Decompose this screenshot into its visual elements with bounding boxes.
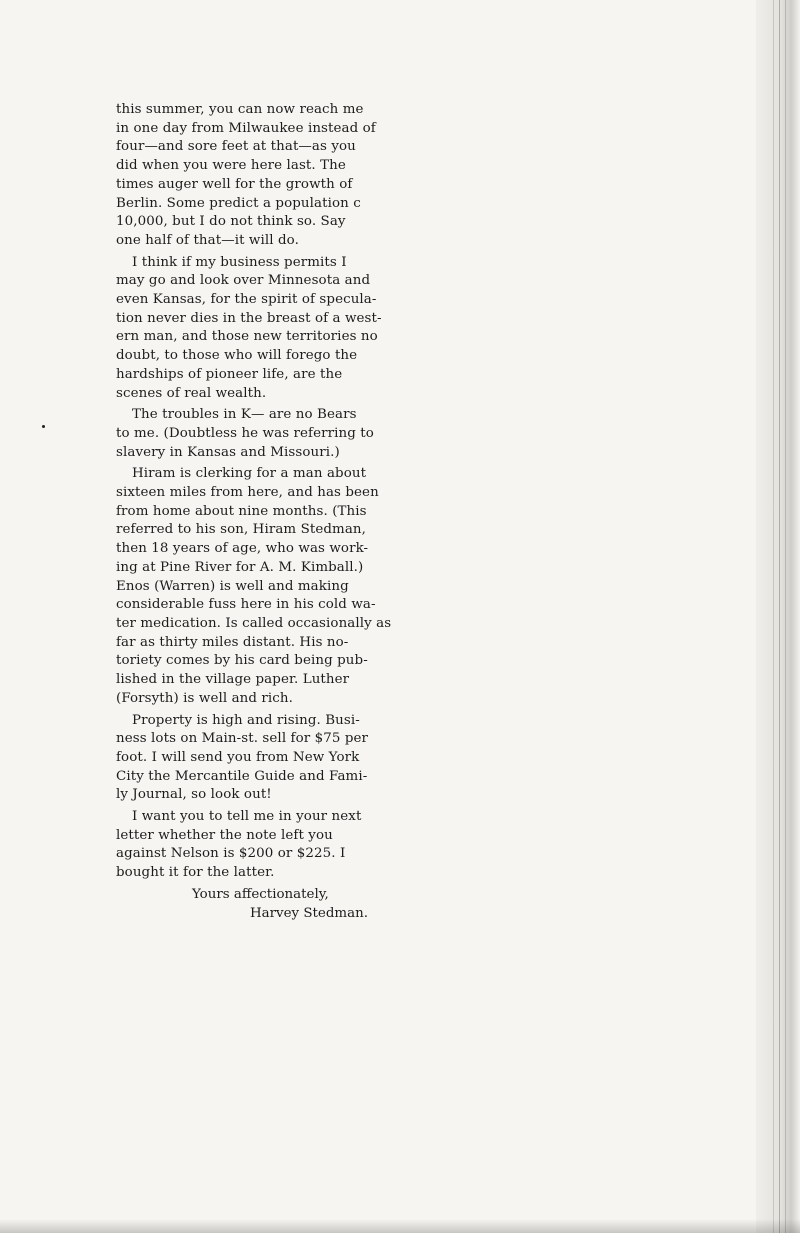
bottom-shadow [0,1219,800,1233]
letter-closing: Yours affectionately, [192,886,329,902]
letter-paragraph-5: Property is high and rising. Busi- ness lots on Main-st. sell for $75 per foot. I will send you from New York City the Mercantile Guide and Fami- ly Journal, so look out! [116,712,369,803]
letter-paragraph-4: Hiram is clerking for a man about sixteen miles from here, and has been from home about nine months. (This referred to his son, Hiram Stedman, then 18 years of age, who was work- ing at Pine River for A. M. Kimball.) Enos (Warren) is well and making considerable fuss here in his cold wa- ter medication. Is called occasionally as far as thirty miles distant. His no- toriety comes by his card being pub- lished in the village paper. Luther (Forsyth) is well and rich. [116,466,392,706]
letter-signature: Harvey Stedman. [250,905,368,921]
edge-line [779,0,780,1233]
letter-paragraph-2: I think if my business permits I may go and look over Minnesota and even Kansas, for the spirit of specula- tion never dies in the breast of a west- ern man, and those new territories no doubt, to those who will forego the hardships of pioneer life, are the scenes of real wealth. [116,254,382,401]
edge-line [785,0,786,1233]
letter-paragraph-6: I want you to tell me in your next letter whether the note left you against Nelson is $200 or $225. I bought it for the latter. [116,809,362,881]
letter-paragraph-3: The troubles in K— are no Bears to me. (Doubtless he was referring to slavery in Kansas and Missouri.) [116,407,374,460]
letter-column [116,101,408,923]
ink-speck [42,425,45,428]
binding-edge [756,0,800,1233]
letter-paragraph-1: this summer, you can now reach me in one day from Milwaukee instead of four—and sore feet at that—as you did when you were here last. The times auger well for the growth of Berlin. Some predict a population c 10,000, but I do not think so. Say one half of that—it will do. [116,102,376,248]
edge-line [773,0,774,1233]
